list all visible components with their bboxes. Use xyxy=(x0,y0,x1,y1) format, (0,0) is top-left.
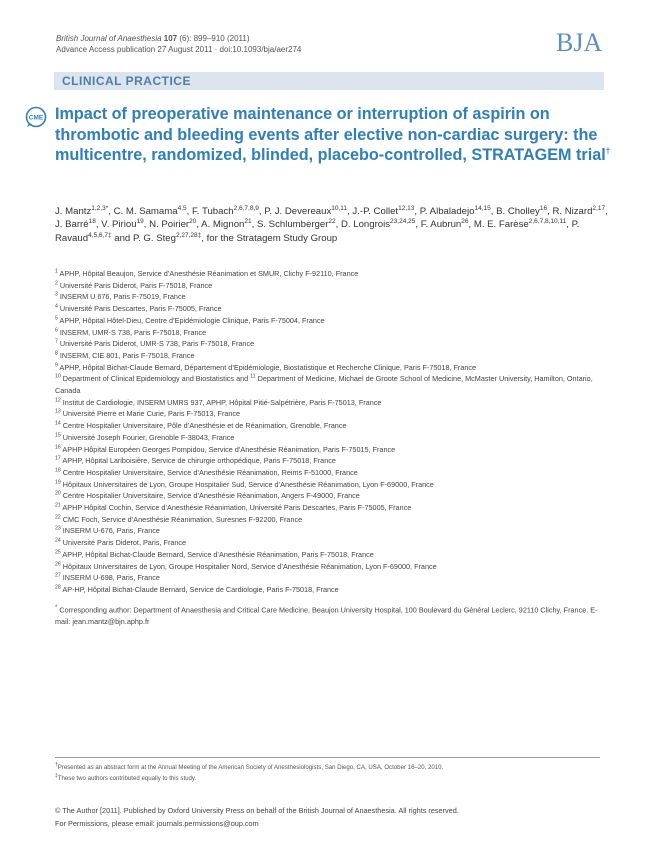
affiliation-item xyxy=(55,549,611,561)
affiliation-number: 22 xyxy=(55,514,61,521)
affiliation-item xyxy=(55,315,611,327)
affiliation-number: 20 xyxy=(55,490,61,497)
affiliation-text: Université Paris Diderot, Paris, France xyxy=(62,538,187,548)
affiliation-text: CMC Foch, Service d’Anesthésie Réanimation, Suresnes F-92200, France xyxy=(62,514,303,524)
author xyxy=(55,206,108,217)
author xyxy=(496,206,547,217)
author-name: J. Mantz xyxy=(55,206,92,217)
author-name: D. Longrois xyxy=(340,219,391,231)
author-conjunction: and xyxy=(114,232,131,244)
affiliation-text: INSERM U-676, Paris, France xyxy=(62,526,160,536)
footnote-item xyxy=(55,773,611,784)
author-affil-sup: 19 xyxy=(136,218,144,226)
copyright-block xyxy=(55,804,611,830)
affiliation-number: 8 xyxy=(55,350,58,357)
affiliation-number: 28 xyxy=(55,584,61,591)
affiliation-number: 5 xyxy=(55,315,58,322)
author-name: P. Albaladejo xyxy=(419,206,475,217)
author-affil-sup: 2,6,7,8,10,11 xyxy=(528,218,567,226)
author-name: A. Mignon xyxy=(201,219,245,231)
affiliation-item xyxy=(55,467,611,479)
affiliation-number: 14 xyxy=(55,420,61,427)
affiliation-text: Department of Clinical Epidemiology and Biostatistics and xyxy=(62,374,249,384)
affiliation-number: 19 xyxy=(55,479,61,486)
study-group: , for the Stratagem Study Group xyxy=(201,232,338,244)
affiliation-number: 13 xyxy=(55,409,61,416)
affiliation-item xyxy=(55,490,611,502)
affiliation-number: 1 xyxy=(55,268,58,275)
journal-name: British Journal of Anaesthesia xyxy=(56,34,162,43)
affiliation-text: INSERM U 676, Paris F-75019, France xyxy=(59,292,186,302)
author xyxy=(420,206,491,217)
author xyxy=(192,206,259,217)
author-affil-sup: 20 xyxy=(189,218,197,226)
section-label: CLINICAL PRACTICE xyxy=(62,74,191,88)
author xyxy=(552,206,605,217)
author-affil-sup: 2,6,7,8,9 xyxy=(233,204,259,212)
correspondence-mark: * xyxy=(55,605,58,611)
affiliation-number: 12 xyxy=(55,397,61,404)
author xyxy=(341,219,415,230)
footnote-rule xyxy=(55,757,600,758)
affiliation-number: 10 xyxy=(55,373,61,380)
author-name: B. Cholley xyxy=(496,206,540,217)
author xyxy=(352,206,414,217)
author-name: N. Poirier xyxy=(149,219,190,231)
affiliation-number: 16 xyxy=(55,444,61,451)
author-affil-sup: 4,5,6,7‡ xyxy=(88,231,112,239)
affiliation-number: 24 xyxy=(55,537,61,544)
affiliation-number: 3 xyxy=(55,292,58,298)
author-name: P. Ravaud xyxy=(55,219,580,244)
author-affil-sup: 22 xyxy=(328,218,336,226)
affiliation-text: Centre Hospitalier Universitaire, Service d’Anesthésie Réanimation, Reims F-51000, France xyxy=(62,467,358,477)
author xyxy=(257,219,336,230)
affiliation-item xyxy=(55,303,611,315)
author-affil-sup: 16 xyxy=(539,204,548,212)
author-affil-sup: 2,17 xyxy=(592,204,606,212)
affiliation-number: 25 xyxy=(55,549,61,556)
author xyxy=(149,219,196,230)
affiliation-text: Université Joseph Fourier, Grenoble F-38043, France xyxy=(62,432,235,442)
author-name: S. Schlumberger xyxy=(256,219,329,231)
author xyxy=(421,219,469,230)
affiliation-item xyxy=(55,572,611,584)
author-affil-sup: 23,24,25 xyxy=(390,218,416,226)
affiliation-item xyxy=(55,327,611,339)
author-name: J.-P. Collet xyxy=(352,206,399,217)
advance-access-line: Advance Access publication 27 August 2011 · doi:10.1093/bja/aer274 xyxy=(56,45,302,54)
affiliation-item xyxy=(55,408,611,420)
affiliation-text: AP-HP, Hôpital Bichat-Claude Bernard, Service de Cardiologie, Paris F-75018, France xyxy=(62,584,339,594)
affiliation-item xyxy=(55,455,611,467)
bja-logo: BJA xyxy=(556,28,603,57)
footnote-text: These two authors contributed equally to this study. xyxy=(57,775,197,782)
author-affil-sup: 1,2,3 xyxy=(91,204,106,212)
author xyxy=(474,219,566,230)
author-affil-sup: 10,11 xyxy=(331,204,348,212)
affiliation-item xyxy=(55,479,611,491)
affiliation-text: APHP, Hôpital Lariboisière, Service de chirurgie orthopédique, Paris F-75018, France xyxy=(62,456,336,466)
affiliation-text: APHP Hôpital Européen Georges Pompidou, Service d’Anesthésie Réanimation, Paris F-75015, France xyxy=(62,444,396,454)
author xyxy=(201,219,251,230)
author-name: R. Nizard xyxy=(552,206,593,217)
author-name: F. Tubach xyxy=(191,206,234,217)
journal-citation xyxy=(56,34,250,43)
author-name: C. M. Samama xyxy=(113,206,178,217)
author-corresp-mark: * xyxy=(105,204,109,212)
cme-badge-icon xyxy=(25,106,47,128)
affiliation-number: 21 xyxy=(55,502,61,509)
author-affil-sup: 14,15 xyxy=(474,204,491,212)
copyright-line: © The Author [2011]. Published by Oxford University Press on behalf of the British Journal of Anaesthesia. All rights reserved. xyxy=(55,806,459,815)
affiliation-text: APHP, Hôpital Bichat-Claude Bernard, Service d’Anesthésie Réanimation, Paris F-75018, France xyxy=(62,549,374,559)
affiliation-text: Université Paris Descartes, Paris F-75005, France xyxy=(59,304,222,314)
affiliation-text: Hôpitaux Universitaires de Lyon, Groupe Hospitalier Sud, Service d’Anesthésie Réanimation, Lyon F-69000, France xyxy=(62,479,434,489)
journal-volume: 107 xyxy=(163,34,178,43)
affiliation-number: 18 xyxy=(55,467,61,474)
footnote-item xyxy=(55,762,611,773)
footnote-mark: ‡ xyxy=(55,772,58,779)
affiliation-item xyxy=(55,514,611,526)
footnote-text: Presented as an abstract form at the Annual Meeting of the American Society of Anesthesiologists, San Diego, CA, USA, October 16–20, 2010. xyxy=(57,764,444,771)
affiliation-number: 2 xyxy=(55,280,58,287)
author-list: J. Mantz$^{1,2,3*}$, C. M. Samama$^{4,5}$, F. Tubach$^{2,6,7,8,9}$, P. J. Devereaux$^{10,11}$, J.-P. Collet$^{12,13}$, P. Albaladejo$^{14,15}$, B. Cholley$^{16}$, R. Nizard$^{2,17}$, J. Barré$^{18}$, V. Piriou$^{19}$, N. Poirier$^{20}$, A. Mignon$^{21}$, S. Schlumberger$^{22}$, D. Longrois$^{23,24,25}$, F. Aubrun$^{26}$, M. E. Farèse$^{2,6,7,8,10,11}$, P. Ravaud$^{4,5,6,7\ddagger}$ and P. G. Steg$^{2,27,28\ddagger}$, for the Stratagem Study Group xyxy=(55,204,608,244)
affiliation-text: APHP Hôpital Cochin, Service d’Anesthésie Réanimation, Université Paris Descartes, Paris F-75005, France xyxy=(62,503,412,513)
affiliation-number: 15 xyxy=(55,432,61,439)
author-affil-sup: 12,13 xyxy=(398,204,415,212)
author-name: V. Piriou xyxy=(101,219,137,231)
affiliation-number: 7 xyxy=(55,338,58,345)
affiliation-item xyxy=(55,268,611,280)
affiliation-item xyxy=(55,338,611,350)
affiliation-text: APHP, Hôpital Bichat-Claude Bernard, Département d’Epidémiologie, Biostatistique et Recherche Clinique, Paris F-75018, France xyxy=(59,362,477,372)
affiliation-number: 4 xyxy=(55,303,58,310)
affiliation-item xyxy=(55,502,611,514)
affiliation-text: Centre Hospitalier Universitaire, Service d’Anesthésie Réanimation, Angers F-49000, France xyxy=(62,491,360,501)
affiliation-text: INSERM, CIE 801, Paris F-75018, France xyxy=(59,350,195,360)
affiliation-text: APHP, Hôpital Hôtel-Dieu, Centre d’Epidémiologie Clinique, Paris F-75004, France xyxy=(59,315,325,325)
affiliation-text: INSERM, UMR-S 738, Paris F-75018, France xyxy=(59,327,207,337)
affiliation-number: 17 xyxy=(55,455,61,462)
affiliation-item xyxy=(55,444,611,456)
title-footnote-mark: † xyxy=(605,146,611,156)
author-affil-sup: 18 xyxy=(88,218,96,226)
affiliation-item xyxy=(55,350,611,362)
affiliation-number: 11 xyxy=(250,373,256,380)
affiliation-number: 9 xyxy=(55,362,58,369)
author-name: P. J. Devereaux xyxy=(264,206,332,217)
author xyxy=(264,206,347,217)
affiliation-text: APHP, Hôpital Beaujon, Service d’Anesthésie Réanimation et SMUR, Clichy F-92110, France xyxy=(59,269,359,278)
footnote-list xyxy=(55,762,611,784)
affiliation-text: Université Pierre et Marie Curie, Paris F-75013, France xyxy=(62,409,241,419)
affiliation-item xyxy=(55,280,611,292)
author-affil-sup: 21 xyxy=(244,218,252,226)
affiliation-item xyxy=(55,420,611,432)
affiliation-number: 23 xyxy=(55,526,61,533)
affiliation-item xyxy=(55,432,611,444)
permissions-line: For Permissions, please email: journals.permissions@oup.com xyxy=(55,819,259,828)
author xyxy=(55,219,96,230)
correspondence-text: Corresponding author: Department of Anaesthesia and Critical Care Medicine, Beaujon University Hospital, 100 Boulevard du Général Leclerc, 92110 Clichy, France. E-mail: jean.mantz@bjn.aphp.fr xyxy=(55,605,598,627)
author-affil-sup: 26 xyxy=(461,218,469,226)
affiliation-item xyxy=(55,362,611,374)
affiliation-text: Department of Medicine, Michael de Groote School of Medicine, McMaster University, Hamilton, Ontario, Canada xyxy=(55,374,593,396)
affiliation-item xyxy=(55,397,611,409)
author-name: P. G. Steg xyxy=(132,232,176,244)
cme-badge-label: CME xyxy=(28,114,44,122)
author-name: J. Barré xyxy=(55,219,89,231)
affiliation-item xyxy=(55,537,611,549)
article-title xyxy=(55,104,615,166)
author-affil-sup: 4,5 xyxy=(177,204,187,212)
affiliation-item xyxy=(55,291,611,303)
article-title-text: Impact of preoperative maintenance or interruption of aspirin on thrombotic and bleeding events after elective non-cardiac surgery: the multicentre, randomized, blinded, placebo-controlled, STRATAGEM trial xyxy=(55,105,606,164)
author xyxy=(133,233,201,244)
author-name: M. E. Farèse xyxy=(473,219,529,231)
affiliation-text: Université Paris Diderot, Paris F-75018, France xyxy=(59,280,213,290)
affiliation-item xyxy=(55,561,611,573)
journal-issue-pages: (6): 899–910 (2011) xyxy=(179,34,250,43)
affiliation-item xyxy=(55,525,611,537)
author xyxy=(101,219,144,230)
affiliation-number: 26 xyxy=(55,561,61,568)
affiliation-text: Centre Hospitalier Universitaire, Pôle d’Anesthésie et de Réanimation, Grenoble, France xyxy=(62,421,347,431)
affiliation-text: Hôpitaux Universitaires de Lyon, Groupe Hospitalier Nord, Service d’Anesthésie Réanimation, Lyon F-69000, France xyxy=(62,561,437,571)
affiliation-item xyxy=(55,584,611,596)
affiliation-text: Institut de Cardiologie, INSERM UMRS 937, APHP, Hôpital Pitié-Salpétrière, Paris F-75013, France xyxy=(62,397,382,407)
author-name: F. Aubrun xyxy=(420,219,462,231)
affiliation-list xyxy=(55,268,611,596)
author-affil-sup: 2,27,28‡ xyxy=(175,231,202,239)
affiliation-text: INSERM U-698, Paris, France xyxy=(62,573,160,583)
affiliation-text: Université Paris Diderot, UMR-S 738, Paris F-75018, France xyxy=(59,339,255,349)
affiliation-item xyxy=(55,373,611,396)
author xyxy=(114,206,187,217)
correspondence-note xyxy=(55,603,611,628)
affiliation-number: 27 xyxy=(55,572,61,579)
footnote-mark: † xyxy=(55,761,58,768)
affiliation-number: 6 xyxy=(55,327,58,334)
